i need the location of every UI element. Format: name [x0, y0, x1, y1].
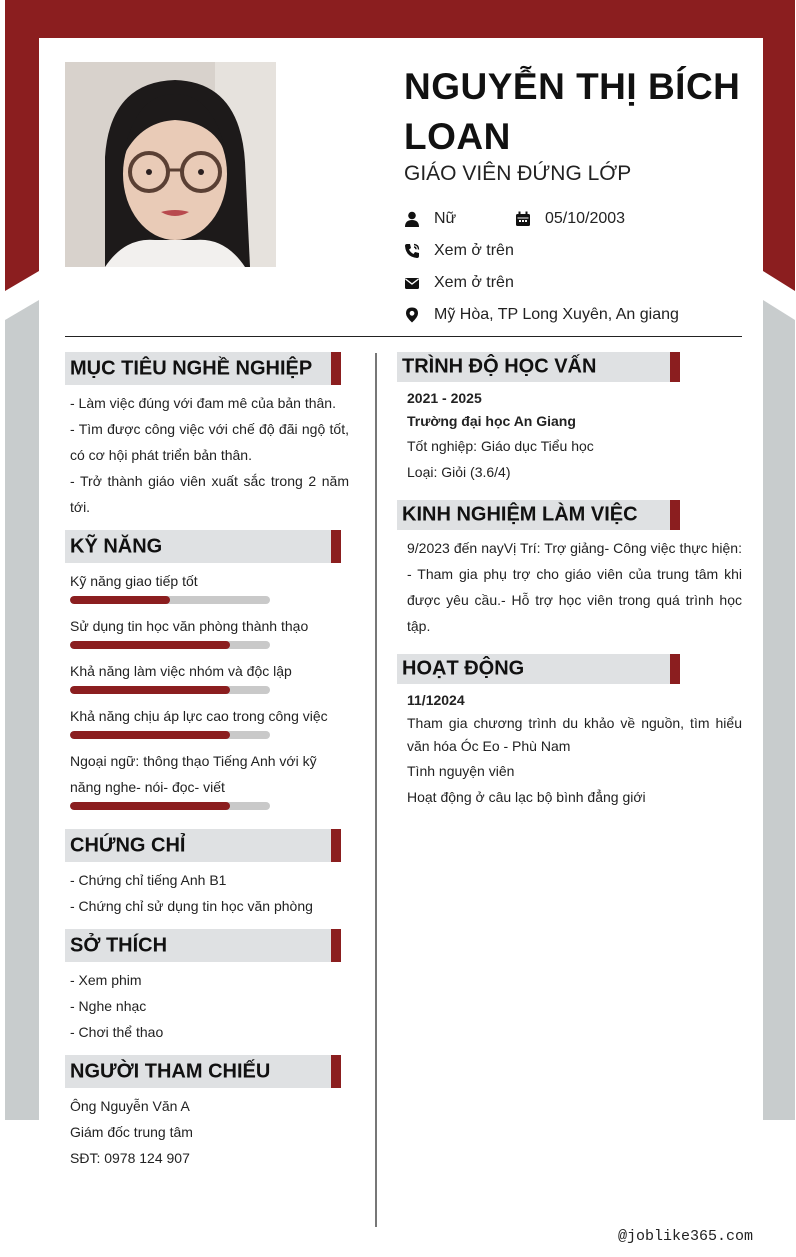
skill-bar-fill — [70, 802, 230, 810]
skill-bar — [70, 686, 270, 694]
objective-line: - Tìm được công việc với chế độ đãi ngộ tốt, có cơ hội phát triển bản thân. — [70, 421, 349, 463]
phone-icon — [404, 243, 420, 259]
skill-bar — [70, 731, 270, 739]
skill-bar-fill — [70, 731, 230, 739]
skill-bar-fill — [70, 641, 230, 649]
skill-label: Kỹ năng giao tiếp tốt — [70, 573, 198, 589]
list-item: - Chứng chỉ tiếng Anh B1 — [70, 872, 227, 888]
list-item: - Chơi thể thao — [70, 1024, 164, 1040]
list-item: - Xem phim — [70, 972, 142, 988]
skill-bar — [70, 641, 270, 649]
objective-text — [70, 390, 349, 520]
section-experience-heading: KINH NGHIỆM LÀM VIỆC — [397, 500, 680, 530]
phone-row — [404, 239, 514, 263]
email-value: Xem ở trên — [434, 274, 514, 291]
job-title: GIÁO VIÊN ĐỨNG LỚP — [404, 162, 632, 185]
activity-extra: Hoạt động ở câu lạc bộ bình đẳng giới — [407, 789, 646, 805]
skill-bar — [70, 596, 270, 604]
education-period: 2021 - 2025 — [407, 390, 482, 406]
calendar-icon — [515, 211, 531, 227]
certificates-list — [70, 867, 349, 919]
header-divider — [65, 336, 742, 337]
section-references-heading: NGƯỜI THAM CHIẾU — [65, 1055, 341, 1088]
section-hobbies-heading: SỞ THÍCH — [65, 929, 341, 962]
candidate-name: NGUYỄN THỊ BÍCH LOAN — [404, 66, 741, 157]
email-row — [404, 271, 514, 295]
experience-text: 9/2023 đến nayVị Trí: Trợ giảng- Công việc thực hiện: - Tham gia phụ trợ cho giáo viên của trung tâm khi được yêu cầu.- Hỗ trợ học viên trong quá trình học tập. — [407, 540, 742, 634]
footer-watermark: @joblike365.com — [618, 1228, 754, 1245]
skill-label: Sử dụng tin học văn phòng thành thạo — [70, 618, 309, 634]
profile-photo — [65, 62, 276, 267]
education-school: Trường đại học An Giang — [407, 413, 576, 429]
location-pin-icon — [404, 307, 420, 323]
list-item: - Chứng chỉ sử dụng tin học văn phòng — [70, 898, 313, 914]
activity-description: Tham gia chương trình du khảo về nguồn, tìm hiểu văn hóa Óc Eo - Phù Nam — [407, 715, 742, 754]
list-item: - Nghe nhạc — [70, 998, 147, 1014]
activity-date: 11/12024 — [407, 692, 465, 708]
section-education-heading: TRÌNH ĐỘ HỌC VẤN — [397, 352, 680, 382]
address-row — [404, 303, 679, 327]
references-list — [70, 1093, 349, 1171]
skill-bar-fill — [70, 596, 170, 604]
skill-label: Ngoại ngữ: thông thạo Tiếng Anh với kỹ năng nghe- nói- đọc- viết — [70, 753, 317, 795]
envelope-icon — [404, 275, 420, 291]
activity-role: Tình nguyện viên — [407, 763, 515, 779]
skill-bar-fill — [70, 686, 230, 694]
list-item: SĐT: 0978 124 907 — [70, 1150, 190, 1166]
phone-value: Xem ở trên — [434, 242, 514, 259]
column-divider — [375, 353, 377, 1227]
section-activities-heading: HOẠT ĐỘNG — [397, 654, 680, 684]
list-item: Ông Nguyễn Văn A — [70, 1098, 190, 1114]
section-objective-heading: MỤC TIÊU NGHỀ NGHIỆP — [65, 352, 341, 385]
section-certificates-heading: CHỨNG CHỈ — [65, 829, 341, 862]
education-grade: Loại: Giỏi (3.6/4) — [407, 464, 511, 480]
skill-label: Khả năng làm việc nhóm và độc lập — [70, 663, 292, 679]
hobbies-list — [70, 967, 349, 1045]
gender-value: Nữ — [434, 210, 457, 227]
skill-bar — [70, 802, 270, 810]
education-degree: Tốt nghiệp: Giáo dục Tiểu học — [407, 438, 594, 454]
gender-row — [404, 207, 456, 231]
birthdate-value: 05/10/2003 — [545, 210, 626, 227]
objective-line: - Trở thành giáo viên xuất sắc trong 2 năm tới. — [70, 473, 349, 515]
list-item: Giám đốc trung tâm — [70, 1124, 193, 1140]
skill-label: Khả năng chịu áp lực cao trong công việc — [70, 708, 328, 724]
section-skills-heading: KỸ NĂNG — [65, 530, 341, 563]
objective-line: - Làm việc đúng với đam mê của bản thân. — [70, 395, 336, 411]
address-value: Mỹ Hòa, TP Long Xuyên, An giang — [434, 306, 679, 323]
birthdate-row — [515, 207, 625, 231]
user-icon — [404, 211, 420, 227]
